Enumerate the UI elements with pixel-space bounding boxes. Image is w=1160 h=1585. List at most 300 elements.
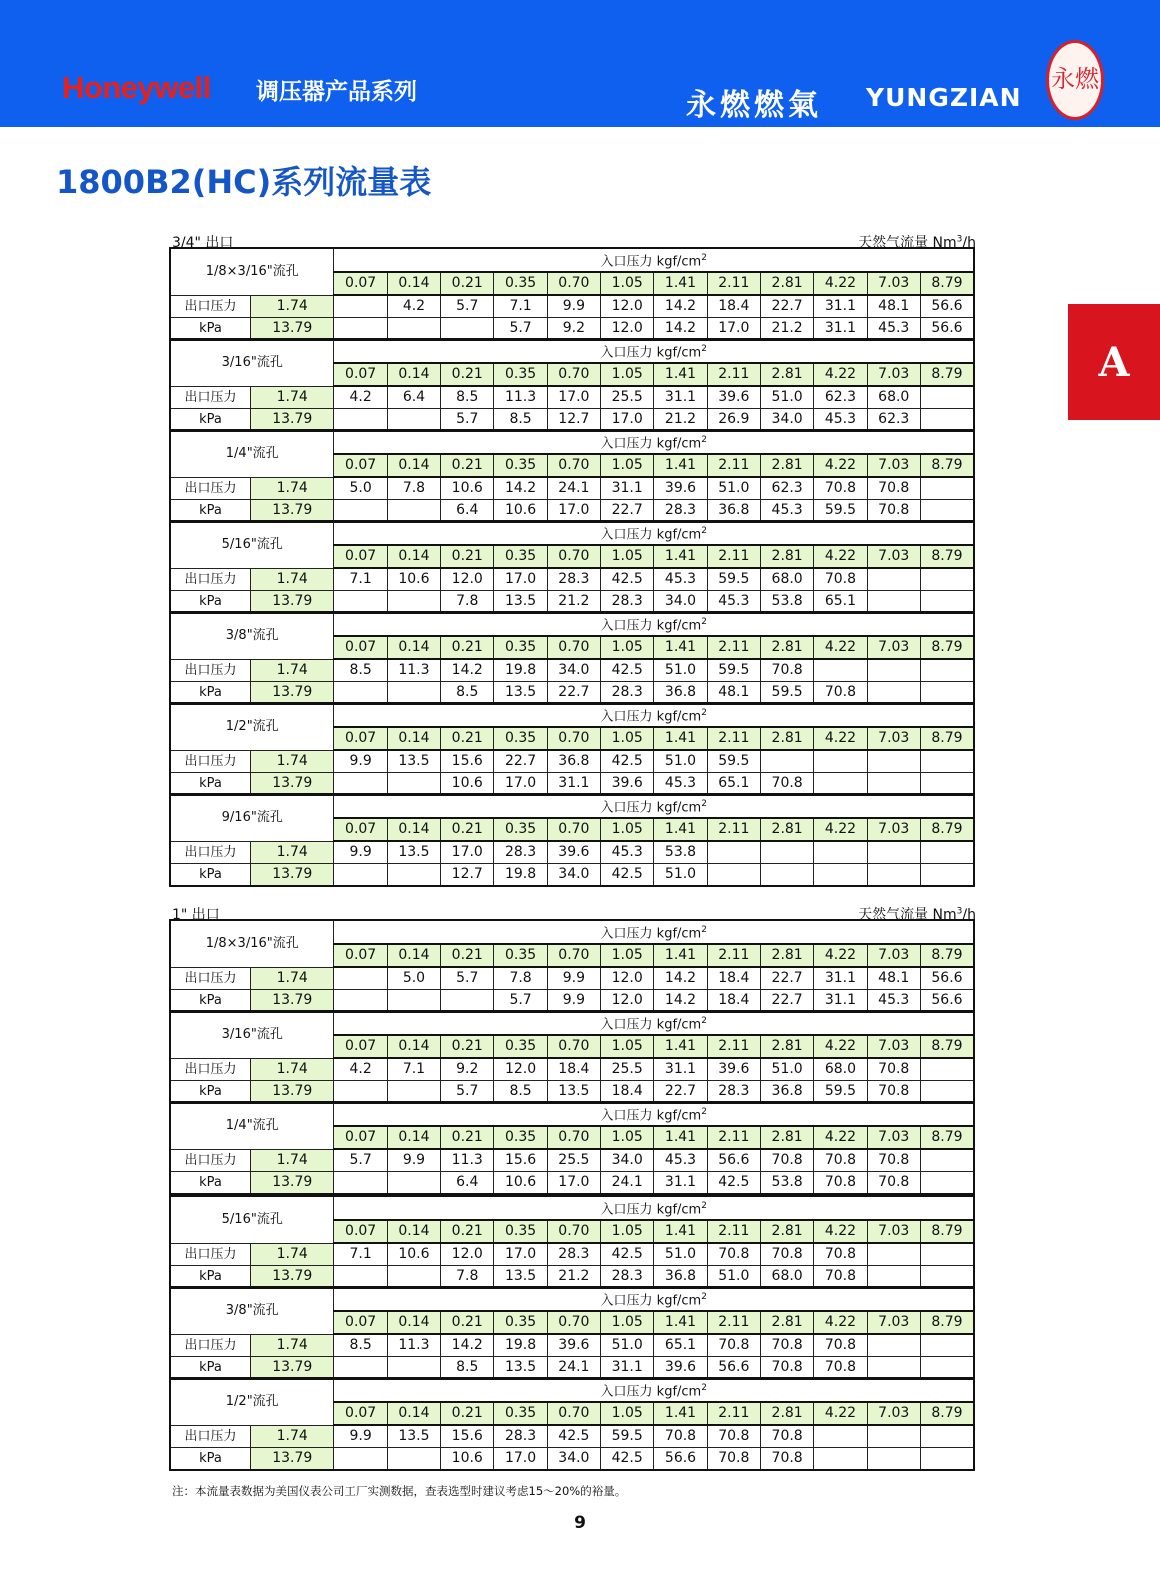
inlet-pressure-value: 1.05 (601, 636, 654, 659)
flow-value-cell: 28.3 (707, 1081, 760, 1104)
flow-value-cell: 5.7 (334, 1149, 387, 1172)
flow-value-cell: 4.2 (334, 1058, 387, 1081)
inlet-unit-superscript: 2 (701, 526, 707, 536)
flow-value-cell: 70.8 (760, 1357, 813, 1380)
flow-cell-empty (867, 591, 920, 614)
inlet-pressure-value: 2.11 (707, 1126, 760, 1149)
inlet-pressure-value: 4.22 (814, 944, 867, 967)
inlet-pressure-value: 0.21 (441, 1311, 494, 1334)
inlet-pressure-value: 1.41 (654, 1311, 707, 1334)
inlet-pressure-label: 入口压力 kgf/cm (600, 1384, 702, 1400)
company-name-cn: 永燃燃氣 (686, 88, 822, 123)
flow-value-cell: 51.0 (654, 750, 707, 773)
outlet-pressure-label: 出口压力 (170, 659, 250, 682)
inlet-pressure-value: 0.21 (441, 1220, 494, 1243)
outlet-pressure-label: kPa (170, 1266, 250, 1289)
flow-value-cell: 51.0 (707, 477, 760, 500)
outlet-pressure-label: 出口压力 (170, 1243, 250, 1266)
flow-value-cell: 13.5 (387, 841, 440, 864)
flow-value-cell: 21.2 (547, 591, 600, 614)
flow-value-cell: 17.0 (441, 841, 494, 864)
inlet-pressure-value: 1.41 (654, 545, 707, 568)
page-header (0, 0, 1160, 127)
outlet-pressure-value: 13.79 (250, 1081, 334, 1104)
flow-value-cell: 7.8 (387, 477, 440, 500)
flow-value-cell: 31.1 (654, 1172, 707, 1195)
flow-value-cell: 10.6 (441, 1448, 494, 1471)
flow-value-cell: 65.1 (654, 1334, 707, 1357)
flow-value-cell: 31.1 (601, 1357, 654, 1380)
table-row (170, 500, 974, 523)
inlet-unit-superscript: 2 (701, 925, 707, 935)
flow-value-cell: 59.5 (814, 500, 867, 523)
flow-value-cell: 7.1 (387, 1058, 440, 1081)
inlet-pressure-value: 0.14 (387, 454, 440, 477)
table-row (170, 568, 974, 591)
inlet-pressure-value: 0.70 (547, 454, 600, 477)
inlet-pressure-value: 0.14 (387, 636, 440, 659)
flow-unit-superscript: 3 (956, 234, 963, 245)
orifice-size-label: 3/8"流孔 (170, 612, 334, 659)
inlet-pressure-value: 2.11 (707, 1220, 760, 1243)
flow-cell-empty (387, 1081, 440, 1104)
flow-cell-empty (387, 864, 440, 887)
inlet-pressure-value: 1.41 (654, 944, 707, 967)
inlet-pressure-header (334, 339, 974, 363)
flow-value-cell: 56.6 (920, 318, 974, 341)
inlet-pressure-header (334, 920, 974, 944)
flow-value-cell: 56.6 (707, 1149, 760, 1172)
flow-value-cell: 51.0 (654, 864, 707, 887)
inlet-pressure-value: 1.05 (601, 944, 654, 967)
inlet-pressure-value: 1.05 (601, 1402, 654, 1425)
inlet-pressure-value: 8.79 (920, 272, 974, 295)
flow-value-cell: 70.8 (814, 1172, 867, 1195)
flow-value-cell: 59.5 (601, 1425, 654, 1448)
flow-value-cell: 14.2 (441, 1334, 494, 1357)
flow-table (169, 793, 975, 887)
inlet-pressure-value: 2.81 (760, 1035, 813, 1058)
flow-cell-empty (867, 1266, 920, 1289)
page-title: 1800B2(HC)系列流量表 (56, 163, 432, 201)
flow-cell-empty (867, 1448, 920, 1471)
outlet-pressure-label: kPa (170, 682, 250, 705)
flow-value-cell: 5.7 (441, 1081, 494, 1104)
inlet-pressure-value: 0.35 (494, 944, 547, 967)
flow-value-cell: 17.0 (547, 500, 600, 523)
outlet-pressure-value: 13.79 (250, 1266, 334, 1289)
flow-value-cell: 11.3 (387, 1334, 440, 1357)
inlet-pressure-value: 2.81 (760, 545, 813, 568)
flow-value-cell: 34.0 (654, 591, 707, 614)
flow-value-cell: 9.9 (547, 295, 600, 318)
inlet-pressure-value: 0.21 (441, 545, 494, 568)
inlet-pressure-value: 0.14 (387, 944, 440, 967)
outlet-pressure-value: 1.74 (250, 659, 334, 682)
inlet-unit-superscript: 2 (701, 708, 707, 718)
table-header-row (170, 339, 974, 363)
flow-value-cell: 68.0 (760, 1266, 813, 1289)
flow-cell-empty (334, 1448, 387, 1471)
table-header-row (170, 521, 974, 545)
flow-value-cell: 39.6 (601, 773, 654, 796)
table-row (170, 1058, 974, 1081)
outlet-pressure-label: kPa (170, 591, 250, 614)
flow-cell-empty (334, 864, 387, 887)
flow-cell-empty (920, 1334, 974, 1357)
flow-value-cell: 11.3 (494, 386, 547, 409)
flow-value-cell: 9.9 (547, 967, 600, 990)
flow-value-cell: 17.0 (494, 1448, 547, 1471)
flow-value-cell: 48.1 (707, 682, 760, 705)
inlet-pressure-value: 8.79 (920, 636, 974, 659)
inlet-pressure-value: 2.81 (760, 944, 813, 967)
outlet-pressure-value: 1.74 (250, 841, 334, 864)
flow-value-cell: 14.2 (654, 990, 707, 1013)
flow-value-cell: 13.5 (494, 682, 547, 705)
outlet-pressure-value: 13.79 (250, 500, 334, 523)
inlet-pressure-value: 2.81 (760, 1311, 813, 1334)
inlet-pressure-value: 1.41 (654, 363, 707, 386)
inlet-pressure-value: 0.14 (387, 1035, 440, 1058)
flow-cell-empty (920, 1425, 974, 1448)
flow-cell-empty (920, 1243, 974, 1266)
flow-cell-empty (920, 1058, 974, 1081)
inlet-pressure-value: 8.79 (920, 818, 974, 841)
orifice-size-label: 5/16"流孔 (170, 1196, 334, 1243)
flow-value-cell: 21.2 (760, 318, 813, 341)
inlet-pressure-value: 0.14 (387, 363, 440, 386)
flow-cell-empty (387, 1448, 440, 1471)
flow-cell-empty (920, 568, 974, 591)
inlet-pressure-header (334, 794, 974, 818)
flow-cell-empty (920, 1357, 974, 1380)
flow-value-cell: 70.8 (707, 1425, 760, 1448)
inlet-pressure-value: 1.05 (601, 1126, 654, 1149)
flow-cell-empty (387, 773, 440, 796)
flow-table (169, 919, 975, 1013)
outlet-pressure-label: kPa (170, 500, 250, 523)
flow-table (169, 1377, 975, 1471)
flow-value-cell: 42.5 (707, 1172, 760, 1195)
inlet-unit-superscript: 2 (701, 344, 707, 354)
flow-table (169, 702, 975, 796)
flow-cell-empty (867, 773, 920, 796)
flow-value-cell: 26.9 (707, 409, 760, 432)
inlet-pressure-value: 0.35 (494, 1126, 547, 1149)
flow-value-cell: 39.6 (654, 1357, 707, 1380)
inlet-pressure-label: 入口压力 kgf/cm (600, 254, 702, 270)
inlet-pressure-value: 0.21 (441, 363, 494, 386)
inlet-pressure-value: 0.07 (334, 272, 387, 295)
flow-cell-empty (920, 409, 974, 432)
inlet-pressure-value: 8.79 (920, 1402, 974, 1425)
flow-value-cell: 13.5 (387, 750, 440, 773)
orifice-size-label: 9/16"流孔 (170, 794, 334, 841)
flow-unit-superscript: 3 (956, 906, 963, 917)
outlet-pressure-label: kPa (170, 318, 250, 341)
inlet-pressure-value: 0.35 (494, 1220, 547, 1243)
flow-value-cell: 51.0 (760, 386, 813, 409)
table-row (170, 295, 974, 318)
inlet-unit-superscript: 2 (701, 435, 707, 445)
flow-value-cell: 9.9 (387, 1149, 440, 1172)
flow-value-cell: 18.4 (601, 1081, 654, 1104)
inlet-pressure-value: 0.70 (547, 272, 600, 295)
flow-cell-empty (387, 500, 440, 523)
inlet-pressure-value: 0.21 (441, 1126, 494, 1149)
flow-value-cell: 70.8 (867, 477, 920, 500)
flow-value-cell: 7.1 (334, 568, 387, 591)
inlet-pressure-value: 4.22 (814, 454, 867, 477)
inlet-pressure-value: 8.79 (920, 1126, 974, 1149)
flow-cell-empty (814, 841, 867, 864)
outlet-size-label: 3/4" 出口 (172, 235, 234, 251)
flow-cell-empty (920, 682, 974, 705)
orifice-size-label: 1/2"流孔 (170, 1378, 334, 1425)
flow-cell-empty (920, 1172, 974, 1195)
table-row (170, 318, 974, 341)
flow-value-cell: 36.8 (707, 500, 760, 523)
flow-value-cell: 12.0 (441, 1243, 494, 1266)
flow-value-cell: 13.5 (387, 1425, 440, 1448)
flow-value-cell: 21.2 (654, 409, 707, 432)
inlet-pressure-value: 2.81 (760, 727, 813, 750)
inlet-pressure-value: 2.81 (760, 636, 813, 659)
flow-value-cell: 25.5 (547, 1149, 600, 1172)
inlet-pressure-value: 2.11 (707, 944, 760, 967)
flow-value-cell: 59.5 (814, 1081, 867, 1104)
outlet-pressure-value: 13.79 (250, 409, 334, 432)
flow-value-cell: 42.5 (601, 864, 654, 887)
inlet-pressure-value: 1.41 (654, 1126, 707, 1149)
flow-value-cell: 51.0 (654, 659, 707, 682)
inlet-pressure-value: 1.05 (601, 1035, 654, 1058)
flow-value-cell: 34.0 (547, 864, 600, 887)
flow-value-cell: 10.6 (494, 1172, 547, 1195)
inlet-pressure-value: 2.81 (760, 363, 813, 386)
outlet-pressure-label: 出口压力 (170, 1425, 250, 1448)
flow-value-cell: 70.8 (760, 1448, 813, 1471)
flow-value-cell: 17.0 (707, 318, 760, 341)
flow-value-cell: 15.6 (494, 1149, 547, 1172)
flow-unit-text: 天然气流量 Nm (858, 235, 957, 251)
flow-value-cell: 17.0 (494, 1243, 547, 1266)
flow-value-cell: 28.3 (547, 568, 600, 591)
flow-value-cell: 12.0 (601, 295, 654, 318)
flow-cell-empty (760, 841, 813, 864)
flow-value-cell: 7.1 (494, 295, 547, 318)
flow-cell-empty (814, 773, 867, 796)
flow-value-cell: 28.3 (494, 1425, 547, 1448)
table-header-row (170, 1287, 974, 1311)
table-row (170, 659, 974, 682)
inlet-unit-superscript: 2 (701, 1016, 707, 1026)
orifice-size-label: 3/16"流孔 (170, 1011, 334, 1058)
inlet-pressure-value: 0.14 (387, 545, 440, 568)
inlet-pressure-value: 8.79 (920, 363, 974, 386)
inlet-pressure-value: 0.14 (387, 1126, 440, 1149)
flow-value-cell: 13.5 (547, 1081, 600, 1104)
flow-value-cell: 39.6 (654, 477, 707, 500)
flow-value-cell: 18.4 (547, 1058, 600, 1081)
outlet-pressure-label: 出口压力 (170, 750, 250, 773)
outlet-pressure-value: 13.79 (250, 318, 334, 341)
flow-table (169, 247, 975, 341)
inlet-pressure-value: 1.41 (654, 454, 707, 477)
table-row (170, 682, 974, 705)
flow-cell-empty (387, 1266, 440, 1289)
flow-value-cell: 53.8 (760, 1172, 813, 1195)
flow-value-cell: 22.7 (654, 1081, 707, 1104)
outlet-pressure-value: 13.79 (250, 1357, 334, 1380)
outlet-pressure-value: 1.74 (250, 1058, 334, 1081)
flow-value-cell: 17.0 (494, 568, 547, 591)
flow-cell-empty (920, 591, 974, 614)
flow-value-cell: 31.1 (654, 386, 707, 409)
page-number: 9 (574, 1513, 586, 1533)
flow-value-cell: 36.8 (654, 682, 707, 705)
flow-value-cell: 5.7 (441, 409, 494, 432)
flow-cell-empty (920, 1448, 974, 1471)
outlet-pressure-label: kPa (170, 1081, 250, 1104)
inlet-pressure-value: 7.03 (867, 1035, 920, 1058)
table-row (170, 967, 974, 990)
inlet-pressure-value: 8.79 (920, 1311, 974, 1334)
inlet-pressure-value: 1.05 (601, 272, 654, 295)
flow-value-cell: 9.9 (334, 1425, 387, 1448)
inlet-pressure-value: 0.35 (494, 1311, 547, 1334)
inlet-pressure-value: 0.35 (494, 272, 547, 295)
inlet-pressure-label: 入口压力 kgf/cm (600, 345, 702, 361)
table-header-row (170, 1378, 974, 1402)
inlet-pressure-header (334, 1011, 974, 1035)
flow-value-cell: 13.5 (494, 1357, 547, 1380)
product-series-title: 调压器产品系列 (256, 79, 417, 105)
flow-value-cell: 12.0 (441, 568, 494, 591)
outlet-pressure-value: 1.74 (250, 1425, 334, 1448)
inlet-pressure-label: 入口压力 kgf/cm (600, 527, 702, 543)
table-row (170, 1172, 974, 1195)
flow-cell-empty (867, 682, 920, 705)
flow-value-cell: 19.8 (494, 659, 547, 682)
inlet-pressure-label: 入口压力 kgf/cm (600, 618, 702, 634)
flow-value-cell: 56.6 (920, 990, 974, 1013)
inlet-pressure-value: 1.05 (601, 1311, 654, 1334)
flow-value-cell: 4.2 (334, 386, 387, 409)
flow-value-cell: 6.4 (387, 386, 440, 409)
flow-value-cell: 42.5 (601, 1448, 654, 1471)
flow-value-cell: 6.4 (441, 500, 494, 523)
flow-value-cell: 68.0 (814, 1058, 867, 1081)
flow-value-cell: 15.6 (441, 1425, 494, 1448)
inlet-pressure-value: 4.22 (814, 1220, 867, 1243)
flow-cell-empty (920, 750, 974, 773)
flow-cell-empty (334, 500, 387, 523)
inlet-pressure-value: 8.79 (920, 1035, 974, 1058)
flow-cell-empty (334, 1266, 387, 1289)
inlet-pressure-header (334, 248, 974, 272)
flow-cell-empty (387, 591, 440, 614)
flow-value-cell: 70.8 (867, 1081, 920, 1104)
inlet-pressure-value: 7.03 (867, 944, 920, 967)
flow-value-cell: 9.2 (441, 1058, 494, 1081)
flow-value-cell: 51.0 (654, 1243, 707, 1266)
flow-value-cell: 59.5 (707, 568, 760, 591)
flow-value-cell: 9.2 (547, 318, 600, 341)
flow-value-cell: 22.7 (601, 500, 654, 523)
flow-value-cell: 5.0 (334, 477, 387, 500)
flow-table (169, 338, 975, 432)
flow-cell-empty (387, 990, 440, 1013)
flow-value-cell: 36.8 (760, 1081, 813, 1104)
inlet-pressure-value: 2.11 (707, 1402, 760, 1425)
flow-value-cell: 19.8 (494, 1334, 547, 1357)
flow-value-cell: 18.4 (707, 967, 760, 990)
inlet-pressure-value: 8.79 (920, 454, 974, 477)
flow-value-cell: 70.8 (707, 1334, 760, 1357)
outlet-pressure-label: 出口压力 (170, 477, 250, 500)
flow-value-cell: 34.0 (601, 1149, 654, 1172)
flow-value-cell: 12.7 (441, 864, 494, 887)
outlet-pressure-value: 1.74 (250, 1334, 334, 1357)
inlet-pressure-value: 0.07 (334, 727, 387, 750)
inlet-pressure-header (334, 521, 974, 545)
inlet-pressure-label: 入口压力 kgf/cm (600, 1202, 702, 1218)
brand-logo-text: Honeywell (62, 70, 211, 105)
flow-table (169, 611, 975, 705)
flow-value-cell: 65.1 (814, 591, 867, 614)
flow-value-cell: 25.5 (601, 386, 654, 409)
flow-value-cell: 9.9 (334, 750, 387, 773)
inlet-pressure-value: 0.07 (334, 454, 387, 477)
flow-value-cell: 45.3 (601, 841, 654, 864)
inlet-pressure-value: 0.07 (334, 636, 387, 659)
outlet-pressure-label: 出口压力 (170, 1149, 250, 1172)
flow-table (169, 429, 975, 523)
outlet-pressure-value: 1.74 (250, 750, 334, 773)
outlet-pressure-label: 出口压力 (170, 841, 250, 864)
flow-value-cell: 12.0 (494, 1058, 547, 1081)
table-row (170, 1243, 974, 1266)
inlet-pressure-value: 4.22 (814, 1035, 867, 1058)
flow-value-cell: 70.8 (867, 1172, 920, 1195)
inlet-pressure-value: 4.22 (814, 545, 867, 568)
flow-cell-empty (707, 864, 760, 887)
orifice-size-label: 3/8"流孔 (170, 1287, 334, 1334)
flow-cell-empty (760, 864, 813, 887)
outlet-pressure-label: 出口压力 (170, 1334, 250, 1357)
inlet-pressure-value: 0.07 (334, 363, 387, 386)
flow-cell-empty (387, 1357, 440, 1380)
outlet-pressure-label: 出口压力 (170, 1058, 250, 1081)
inlet-pressure-value: 0.07 (334, 1126, 387, 1149)
flow-value-cell: 7.1 (334, 1243, 387, 1266)
flow-cell-empty (920, 1266, 974, 1289)
flow-value-cell: 7.8 (441, 591, 494, 614)
orifice-size-label: 1/4"流孔 (170, 430, 334, 477)
flow-cell-empty (920, 659, 974, 682)
inlet-pressure-value: 0.21 (441, 1035, 494, 1058)
table-header-row (170, 1011, 974, 1035)
company-name-en: YUNGZIAN (866, 83, 1022, 112)
flow-value-cell: 28.3 (547, 1243, 600, 1266)
outlet-pressure-value: 1.74 (250, 1243, 334, 1266)
inlet-unit-superscript: 2 (701, 1292, 707, 1302)
flow-cell-empty (867, 1357, 920, 1380)
inlet-pressure-value: 0.07 (334, 818, 387, 841)
flow-cell-empty (920, 864, 974, 887)
